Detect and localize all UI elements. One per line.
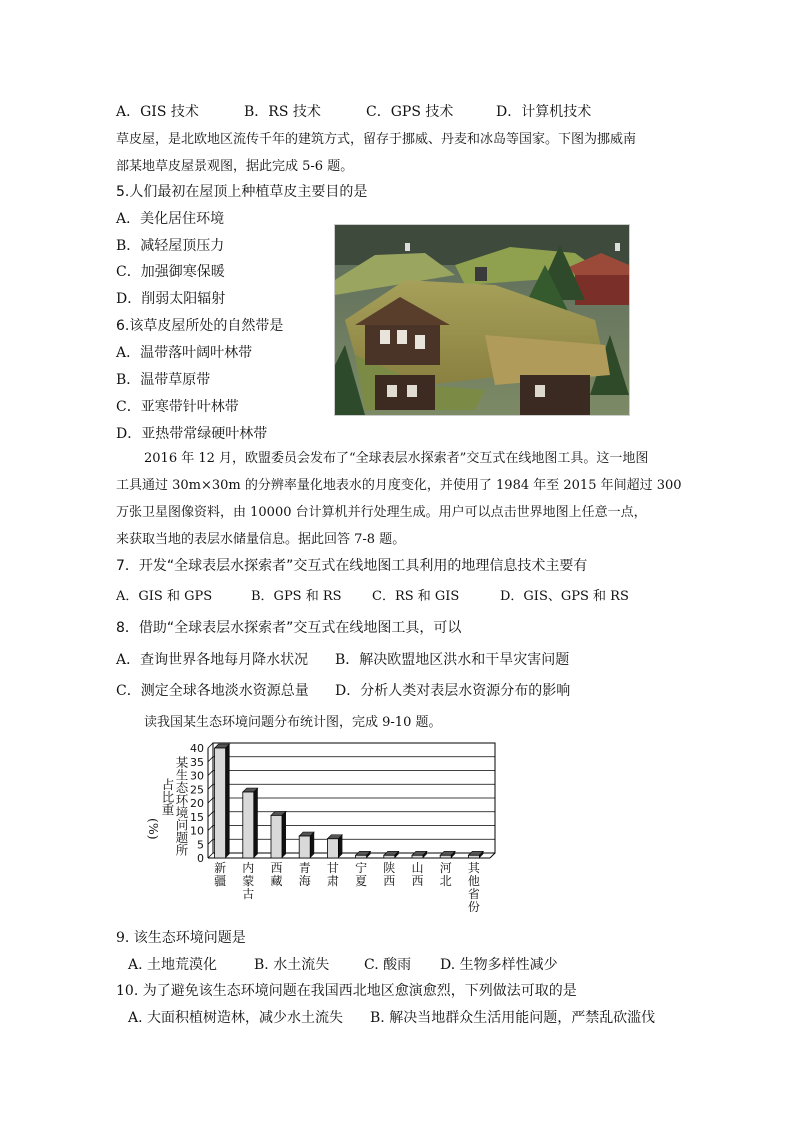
q5-option-c: C．加强御寒保暖: [116, 264, 225, 280]
y-tick-label: 30: [190, 769, 204, 783]
x-tick-label: 陕: [383, 861, 396, 875]
q5-stem: 5.人们最初在屋顶上种植草皮主要目的是: [116, 184, 368, 200]
x-tick-label: 藏: [270, 874, 283, 888]
y-tick-label: 5: [197, 838, 204, 852]
x-tick-label: 省: [467, 887, 480, 901]
gridline-diag: [208, 743, 213, 748]
chart-ylabel-col1: 某生态环境问题所: [174, 756, 189, 856]
x-tick-label: 北: [439, 874, 452, 888]
bar: [384, 855, 395, 858]
q6-stem: 6.该草皮屋所处的自然带是: [116, 318, 284, 334]
q4-option-c: C．GPS 技术: [366, 104, 454, 120]
x-tick-label: 甘: [326, 861, 339, 875]
bar-side: [254, 788, 258, 858]
q9-stem: 9. 该生态环境问题是: [116, 930, 246, 946]
sod-roof-house-photo: [334, 224, 630, 416]
x-tick-label: 宁: [355, 861, 368, 875]
x-tick-label: 青: [298, 861, 311, 875]
q7-option-c: C．RS 和 GIS: [372, 589, 460, 604]
x-tick-label: 河: [439, 861, 452, 875]
q10-stem: 10. 为了避免该生态环境问题在我国西北地区愈演愈烈，下列做法可取的是: [116, 983, 577, 999]
x-tick-label: 海: [298, 874, 311, 888]
bar: [327, 839, 338, 858]
chart-ylabel-col2: 占比重: [160, 778, 175, 816]
q4-option-a: A．GIS 技术: [116, 104, 199, 120]
intro-5-6-line2: 部某地草皮屋景观图，据此完成 5-6 题。: [116, 159, 354, 174]
intro-7-8-line1: 2016 年 12 月，欧盟委员会发布了“全球表层水探索者”交互式在线地图工具。这一地图: [144, 451, 649, 466]
gridline-diag: [208, 798, 213, 803]
sod-roof-house-illustration: [335, 225, 629, 415]
eco-problem-chart: [140, 738, 510, 918]
bar-side: [226, 744, 230, 858]
q8-option-c: C．测定全球各地淡水资源总量: [116, 683, 309, 699]
q8-stem: 8．借助“全球表层水探索者”交互式在线地图工具，可以: [116, 620, 462, 636]
x-tick-label: 其: [467, 861, 480, 875]
y-tick-label: 40: [190, 742, 204, 755]
bar: [271, 815, 282, 858]
x-tick-label: 山: [411, 861, 424, 875]
x-tick-label: 内: [242, 861, 255, 875]
q8-option-b: B．解决欧盟地区洪水和干旱灾害问题: [335, 652, 570, 668]
x-tick-label: 疆: [214, 874, 227, 888]
q9-option-d: D. 生物多样性减少: [440, 957, 558, 973]
bar: [440, 855, 451, 858]
intro-9-10: 读我国某生态环境问题分布统计图，完成 9-10 题。: [144, 715, 442, 730]
gridline-diag: [208, 771, 213, 776]
x-tick-label: 肃: [326, 874, 339, 888]
q5-option-d: D．削弱太阳辐射: [116, 291, 226, 307]
gridline-diag: [208, 784, 213, 789]
y-tick-label: 20: [190, 797, 204, 810]
x-axis-end: [490, 853, 495, 858]
x-tick-label: 新: [214, 861, 227, 875]
q5-option-a: A．美化居住环境: [116, 211, 225, 227]
q10-option-a: A. 大面积植树造林，减少水土流失: [128, 1010, 344, 1026]
bar: [356, 855, 367, 858]
x-tick-label: 蒙: [242, 874, 255, 888]
q8-option-a: A．查询世界各地每月降水状况: [116, 652, 309, 668]
q6-option-d: D．亚热带常绿硬叶林带: [116, 426, 268, 442]
y-tick-label: 15: [190, 810, 204, 824]
q4-option-d: D．计算机技术: [496, 104, 592, 120]
gridline-diag: [208, 812, 213, 817]
q6-option-b: B．温带草原带: [116, 372, 211, 388]
x-tick-label: 古: [242, 887, 255, 901]
x-tick-label: 他: [467, 874, 480, 888]
q4-option-b: B．RS 技术: [244, 104, 321, 120]
y-tick-label: 10: [190, 824, 204, 838]
x-tick-label: 夏: [355, 874, 368, 888]
intro-5-6-line1: 草皮屋，是北欧地区流传千年的建筑方式，留存于挪威、丹麦和冰岛等国家。下图为挪威南: [116, 132, 637, 147]
y-tick-label: 0: [197, 852, 204, 865]
q8-option-d: D．分析人类对表层水资源分布的影响: [335, 683, 571, 699]
q7-stem: 7．开发“全球表层水探索者”交互式在线地图工具利用的地理信息技术主要有: [116, 558, 588, 574]
x-tick-label: 西: [383, 874, 396, 888]
bar: [412, 855, 423, 858]
bar-side: [282, 811, 286, 858]
q9-option-b: B. 水土流失: [254, 957, 330, 973]
gridline-diag: [208, 839, 213, 844]
q9-option-a: A. 土地荒漠化: [128, 957, 218, 973]
bar: [299, 836, 310, 858]
q10-option-b: B. 解决当地群众生活用能问题，严禁乱砍滥伐: [370, 1010, 656, 1026]
chart-ylabel-col3: (%): [146, 818, 161, 840]
q7-option-a: A．GIS 和 GPS: [116, 589, 213, 604]
x-tick-label: 西: [411, 874, 424, 888]
intro-7-8-line3: 万张卫星图像资料，由 10000 台计算机并行处理生成。用户可以点击世界地图上任意一点，: [116, 505, 647, 520]
x-tick-label: 份: [467, 900, 480, 914]
bar-side: [310, 832, 314, 858]
q6-option-a: A．温带落叶阔叶林带: [116, 345, 253, 361]
x-tick-label: 西: [270, 861, 283, 875]
gridline-diag: [208, 757, 213, 762]
bar-chart-svg: [140, 738, 510, 918]
intro-7-8-line4: 来获取当地的表层水储量信息。据此回答 7-8 题。: [116, 532, 406, 547]
q5-option-b: B．减轻屋顶压力: [116, 238, 225, 254]
gridline-diag: [208, 853, 213, 858]
bar: [215, 748, 226, 858]
y-tick-label: 25: [190, 783, 204, 797]
gridline-diag: [208, 826, 213, 831]
y-tick-label: 35: [190, 755, 204, 769]
bar: [468, 855, 479, 858]
q7-option-d: D．GIS、GPS 和 RS: [500, 589, 629, 604]
intro-7-8-line2: 工具通过 30m×30m 的分辨率量化地表水的月度变化，并使用了 1984 年至 2015 年间超过 300: [116, 478, 682, 493]
q7-option-b: B．GPS 和 RS: [251, 589, 342, 604]
bar: [243, 792, 254, 858]
q6-option-c: C．亚寒带针叶林带: [116, 399, 239, 415]
q9-option-c: C. 酸雨: [364, 957, 412, 973]
